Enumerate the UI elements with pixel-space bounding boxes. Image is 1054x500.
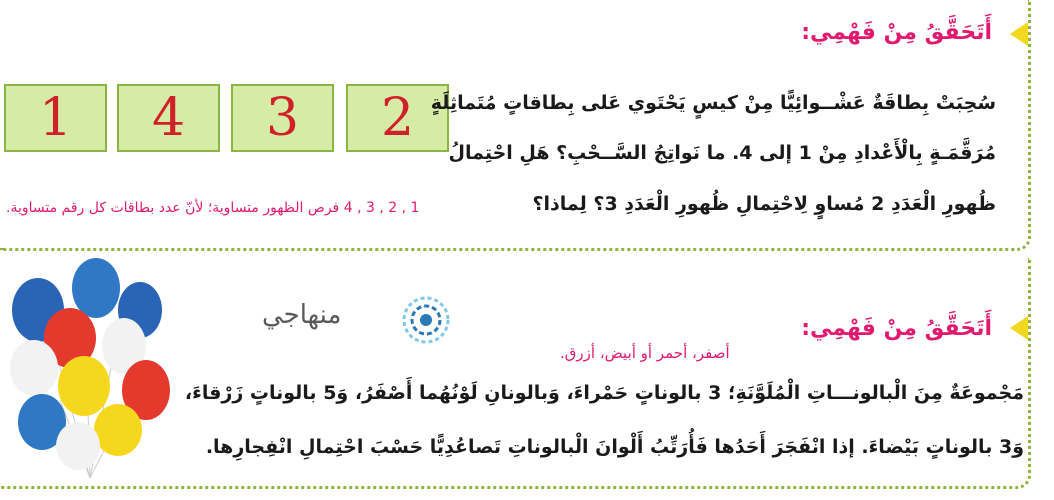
question-line-1: سُحِبَتْ بِطاقَةٌ عَشْــوائِيًّا مِنْ كيسٍ يَحْتَوي عَلى بِطاقاتٍ مُتَماثِلَةٍ [430,92,996,114]
yellow-arrow-icon [1010,316,1028,340]
balloons-icon [0,250,180,478]
question-line-2: وَ3 بالوناتٍ بَيْضاءَ. إذا انْفَجَرَ أَحَدُها فَأُرَتِّبُ أَلْوانَ الْبالوناتِ تَصاعُدِيًّا حَسْبَ احْتِمالِ انْفِجارِها. [205,436,1024,458]
number-card: 2 [346,84,449,152]
section-2-heading: أَتَحَقَّقُ مِنْ فَهْمِي: [801,316,992,341]
number-card: 3 [231,84,334,152]
section-1-heading: أَتَحَقَّقُ مِنْ فَهْمِي: [801,20,992,45]
question-line-2: مُرَقَّمَـةٍ بِالْأَعْدادِ مِنْ 1 إلى 4. ما نَواتِجُ السَّــحْبِ؟ هَلِ احْتِمالُ [448,142,996,164]
answer-text-2: أصفر، أحمر أو أبيض، أزرق. [560,344,730,362]
logo-text: منهاجي [262,300,342,330]
answer-text-1: 1 , 2 , 3 , 4 فرص الظهور متساوية؛ لأنّ عدد بطاقات كل رقم متساوية. [6,200,420,216]
question-line-3: ظُهورِ الْعَدَدِ 2 مُساوٍ لِاحْتِمالِ ظُهورِ الْعَدَدِ 3؟ لِماذا؟ [532,193,996,215]
yellow-arrow-icon [1010,22,1028,46]
number-card: 4 [117,84,220,152]
number-card: 1 [4,84,107,152]
question-line-1: مَجْموعَةٌ مِنَ الْبالونـــاتِ الْمُلَوَّنَةِ؛ 3 بالوناتٍ حَمْراءَ، وَبالونانِ لَوْنُهُما أَصْفَرُ، وَ5 بالوناتٍ زَرْقاءَ، [184,382,1024,404]
